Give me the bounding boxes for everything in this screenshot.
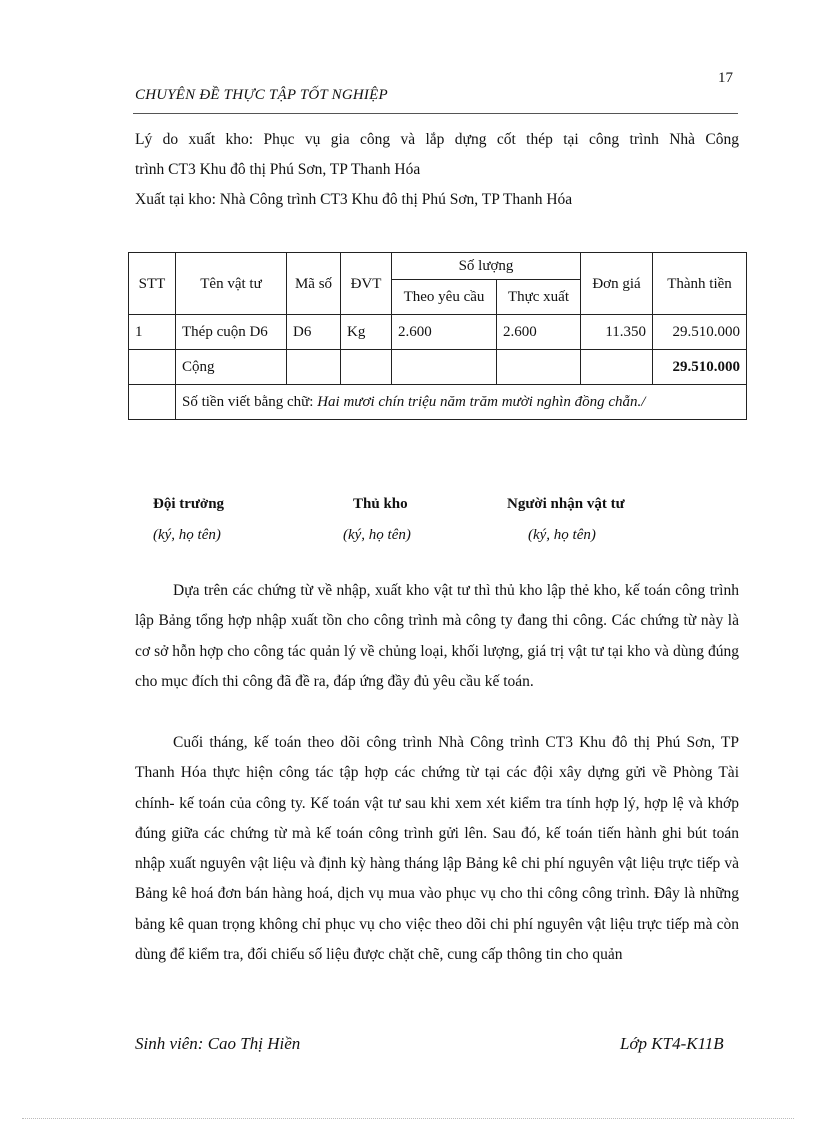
header-unit-price: Đơn giá (581, 253, 653, 315)
goods-issue-table (128, 252, 747, 420)
header-quantity: Số lượng (392, 253, 581, 280)
table-header-row (129, 253, 747, 280)
header-total: Thành tiền (653, 253, 747, 315)
in-words-value: Hai mươi chín triệu năm trăm mười nghìn đồng chẵn./ (317, 394, 646, 410)
signature-title-storekeeper: Thủ kho (353, 496, 408, 512)
paragraph-1: Dựa trên các chứng từ về nhập, xuất kho vật tư thì thủ kho lập thẻ kho, kế toán công trình lập Bảng tổng hợp nhập xuất tồn cho công trình mà công ty đang thi công. Các chứng từ này là cơ sở hỗn hợp cho công tác quản lý về chủng loại, khối lượng, giá trị vật tư tại kho và dùng đúng cho mục đích thi công đã đề ra, đáp ứng đầy đủ yêu cầu kế toán. (135, 582, 739, 690)
header-divider (133, 113, 738, 114)
document-header: CHUYÊN ĐỀ THỰC TẬP TỐT NGHIỆP (135, 87, 388, 103)
amount-in-words (176, 385, 747, 420)
header-unit: ĐVT (341, 253, 392, 315)
signature-note-receiver: (ký, họ tên) (528, 527, 596, 543)
header-actual: Thực xuất (497, 280, 581, 315)
cell-stt: 1 (129, 315, 176, 350)
in-words-label: Số tiền viết bằng chữ: (182, 394, 314, 410)
table-row (129, 315, 747, 350)
paragraph-2: Cuối tháng, kế toán theo dõi công trình Nhà Công trình CT3 Khu đô thị Phú Sơn, TP Thanh Hóa thực hiện công tác tập hợp các chứng từ tại các đội xây dựng gửi về Phòng Tài chính- kế toán của công ty. Kế toán vật tư sau khi xem xét kiểm tra tính hợp lý, hợp lệ và khớp đúng giữa các chứng từ mà kế toán công trình gửi lên. Sau đó, kế toán tiến hành ghi bút toán nhập xuất nguyên vật liệu và định kỳ hàng tháng lập Bảng kê chi phí nguyên vật liệu trực tiếp và Bảng kê hoá đơn bán hàng hoá, dịch vụ mua vào phục vụ cho thi công công trình. Đây là những bảng kê quan trọng không chỉ phục vụ cho việc theo dõi chi phí nguyên vật liệu trực tiếp mà còn dùng để kiểm tra, đối chiếu số liệu được chặt chẽ, cung cấp thông tin cho quản (135, 734, 739, 964)
cell-unit: Kg (341, 315, 392, 350)
header-name: Tên vật tư (176, 253, 287, 315)
reason-line-2: trình CT3 Khu đô thị Phú Sơn, TP Thanh Hóa (135, 161, 421, 178)
signature-note-storekeeper: (ký, họ tên) (343, 527, 411, 543)
reason-line-1: Lý do xuất kho: Phục vụ gia công và lắp dựng cốt thép tại công trình Nhà Công (135, 131, 739, 148)
cell-requested: 2.600 (392, 315, 497, 350)
footer-student: Sinh viên: Cao Thị Hiền (135, 1034, 301, 1053)
signature-title-receiver: Người nhận vật tư (507, 496, 625, 512)
footer-class: Lớp KT4-K11B (620, 1034, 724, 1053)
cell-code: D6 (287, 315, 341, 350)
page-number: 17 (718, 70, 733, 86)
sum-total: 29.510.000 (653, 350, 747, 385)
table-words-row (129, 385, 747, 420)
header-code: Mã số (287, 253, 341, 315)
page-bottom-divider (22, 1118, 794, 1119)
header-requested: Theo yêu cầu (392, 280, 497, 315)
table-sum-row (129, 350, 747, 385)
cell-actual: 2.600 (497, 315, 581, 350)
sum-label: Cộng (176, 350, 287, 385)
signature-note-team-leader: (ký, họ tên) (153, 527, 221, 543)
warehouse-line: Xuất tại kho: Nhà Công trình CT3 Khu đô thị Phú Sơn, TP Thanh Hóa (135, 191, 573, 208)
cell-unit-price: 11.350 (581, 315, 653, 350)
cell-name: Thép cuộn D6 (176, 315, 287, 350)
cell-total: 29.510.000 (653, 315, 747, 350)
header-stt: STT (129, 253, 176, 315)
signature-title-team-leader: Đội trưởng (153, 496, 225, 512)
